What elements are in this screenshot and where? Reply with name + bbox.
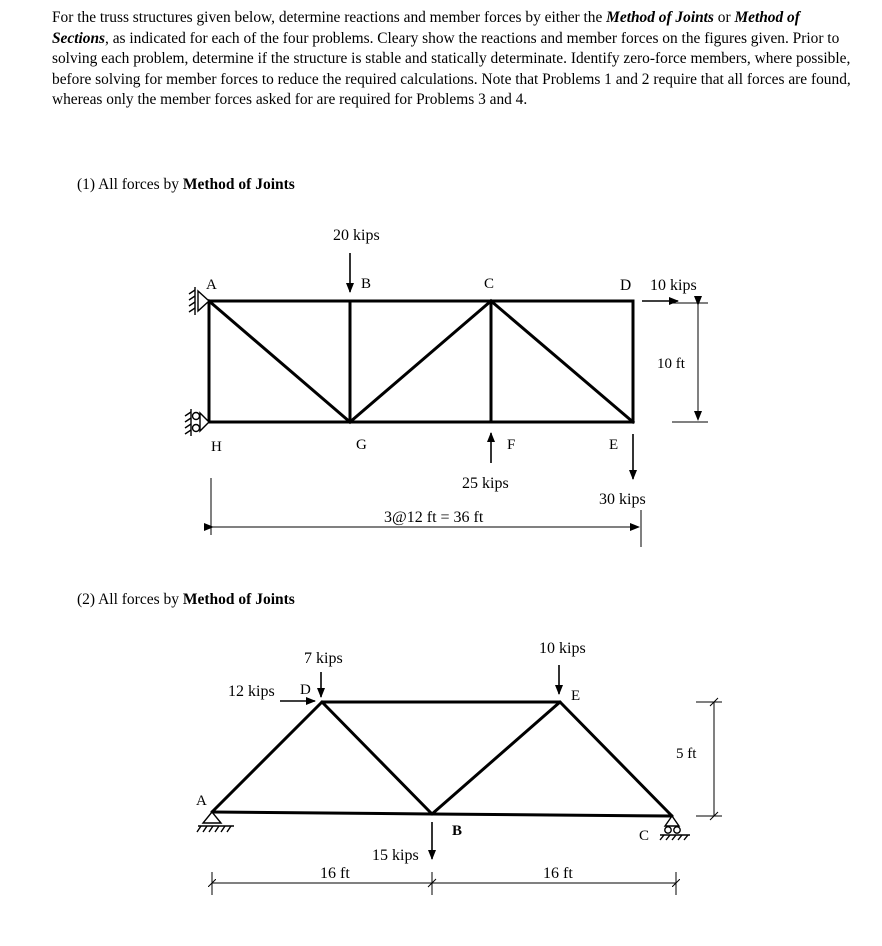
member-DB <box>322 702 432 814</box>
dimension-left-span-label: 16 ft <box>320 865 350 882</box>
node-B2-label: B <box>452 823 463 839</box>
member-GC <box>350 301 491 422</box>
node-A-label: A <box>206 277 217 293</box>
node-C2-label: C <box>639 828 650 844</box>
dimension-span-label-1: 3@12 ft = 36 ft <box>384 509 484 526</box>
roller-support-C2 <box>660 816 690 840</box>
dimension-height-2 <box>696 698 722 820</box>
roller-support-H <box>185 409 209 436</box>
dimension-height-label-2: 5 ft <box>676 746 697 762</box>
load-label-7-kips: 7 kips <box>304 650 343 667</box>
intro-text-1: For the truss structures given below, determine reactions and member forces by either the <box>52 9 607 26</box>
problem2-truss <box>212 702 672 816</box>
dimension-height-label-1: 10 ft <box>657 356 685 372</box>
node-D-label: D <box>620 277 632 294</box>
problem2-heading-prefix: (2) All forces by <box>77 591 183 608</box>
node-H-label: H <box>211 439 222 455</box>
intro-text-2: or <box>713 9 735 26</box>
intro-text-3: , as indicated for each of the four problems. Cleary show the reactions and member forces on the figures given. Prior to solving each problem, determine if the structure is stable and statically determinate. Identify zero-force members, where possible, before solving for member forces to reduce the required calculations. Note that Problems 1 and 2 require that all forces are found, whereas only the member forces asked for are required for Problems 3 and 4. <box>52 29 851 109</box>
member-BE <box>432 702 560 814</box>
load-label-12-kips: 12 kips <box>228 683 275 700</box>
load-label-25-kips: 25 kips <box>462 475 509 492</box>
method-of-sections-emphasis: Method of Sections <box>52 9 800 47</box>
problem1-heading-prefix: (1) All forces by <box>77 176 183 193</box>
node-E2-label: E <box>571 688 581 704</box>
node-E-label: E <box>609 437 619 453</box>
member-AB <box>212 812 432 814</box>
dimension-span-2 <box>212 872 676 895</box>
member-BC <box>432 814 672 816</box>
load-label-10-kips: 10 kips <box>650 277 697 294</box>
load-label-20-kips: 20 kips <box>333 227 380 244</box>
node-B-label: B <box>361 276 372 292</box>
member-AD <box>212 702 322 812</box>
member-CE <box>491 301 633 422</box>
dimension-right-span-label: 16 ft <box>543 865 573 882</box>
node-A2-label: A <box>196 793 207 809</box>
node-G-label: G <box>356 437 367 453</box>
load-label-15-kips: 15 kips <box>372 847 419 864</box>
method-of-joints-emphasis: Method of Joints <box>606 9 714 26</box>
problem2-heading-method: Method of Joints <box>182 591 295 608</box>
node-D2-label: D <box>300 682 311 698</box>
node-C-label: C <box>484 276 495 292</box>
problem1-heading-method: Method of Joints <box>182 176 295 193</box>
load-label-10-kips-2: 10 kips <box>539 640 586 657</box>
problem1-truss <box>209 301 633 422</box>
node-F-label: F <box>507 437 516 453</box>
load-label-30-kips: 30 kips <box>599 491 646 508</box>
pin-support-A2 <box>197 812 234 832</box>
member-AG <box>209 301 350 422</box>
member-EC <box>560 702 672 816</box>
